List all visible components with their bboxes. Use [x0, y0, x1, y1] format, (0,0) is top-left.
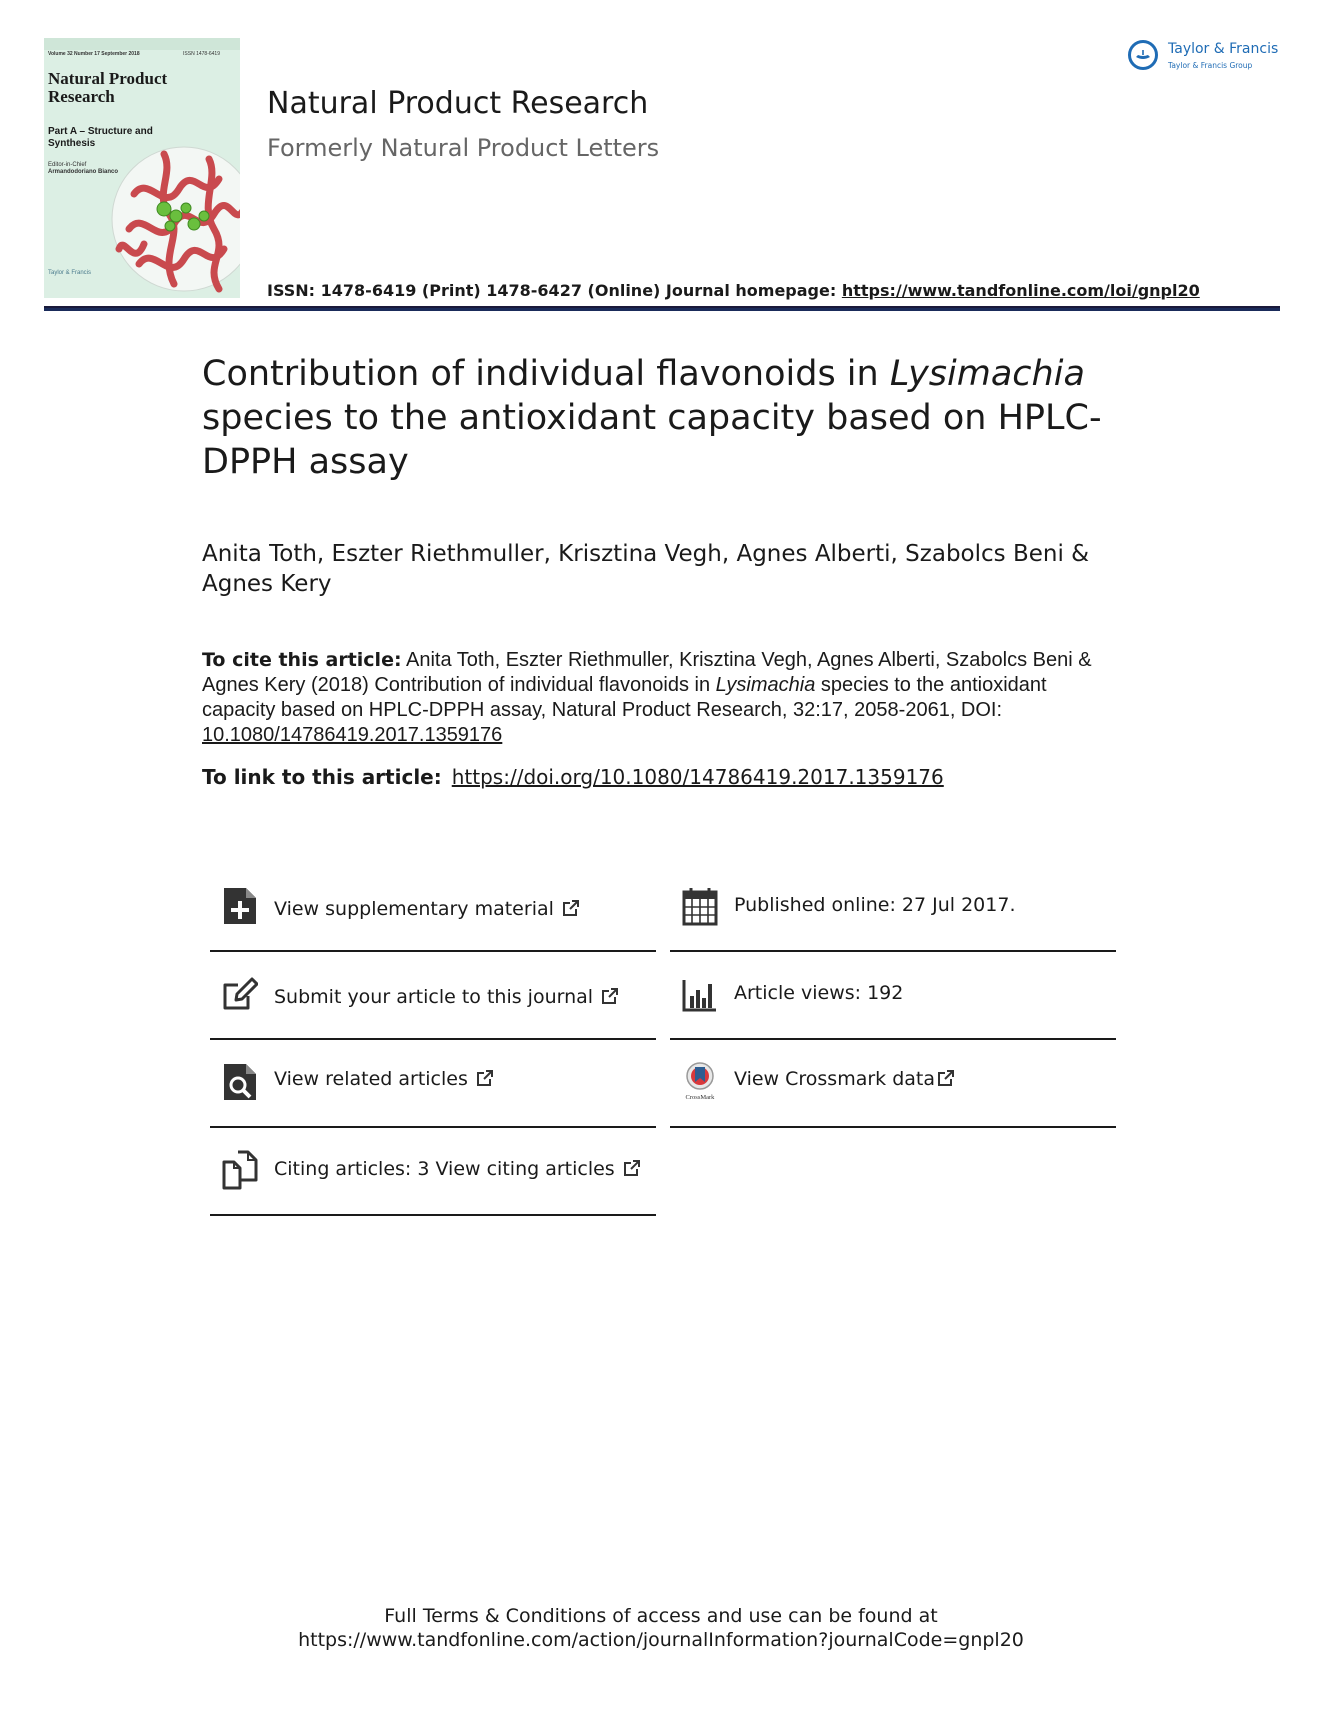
- supplementary-material-link[interactable]: [274, 898, 580, 920]
- article-title-italic: Lysimachia: [889, 354, 1085, 394]
- related-articles-cell[interactable]: [210, 1040, 656, 1128]
- crossmark-icon: [682, 1062, 718, 1102]
- article-link-line: [202, 765, 944, 789]
- citation-block: [202, 648, 1122, 748]
- taylor-francis-logo[interactable]: [1128, 38, 1288, 78]
- citation-text-part1: Anita Toth, Eszter Riethmuller, Krisztina Vegh, Agnes Alberti, Szabolcs Beni & Agnes Kery (2018) Contribution of individual flavonoids in: [202, 649, 1092, 696]
- external-link-icon: [562, 899, 580, 917]
- cover-issn: ISSN 1478-6419: [183, 51, 220, 57]
- submit-article-link[interactable]: [274, 986, 619, 1008]
- citation-label: To cite this article:: [202, 649, 402, 671]
- crossmark-link[interactable]: [734, 1068, 955, 1090]
- tf-logo-name: Taylor & Francis: [1168, 41, 1279, 57]
- file-plus-icon: [222, 886, 258, 926]
- article-doi-url[interactable]: https://doi.org/10.1080/14786419.2017.1359176: [451, 765, 944, 789]
- cover-publisher: Taylor & Francis: [48, 270, 92, 276]
- external-link-icon: [476, 1069, 494, 1087]
- submit-article-label: Submit your article to this journal: [274, 986, 594, 1008]
- external-link-icon: [601, 987, 619, 1005]
- lamp-icon: [1131, 43, 1155, 67]
- article-link-label: To link to this article:: [202, 765, 442, 789]
- protein-structure-image: [104, 134, 240, 298]
- cover-top-band: [44, 38, 240, 50]
- cover-editor-label: Editor-in-Chief: [48, 162, 87, 168]
- journal-title: Natural Product Research: [267, 86, 649, 121]
- article-views-cell: [670, 952, 1116, 1040]
- calendar-icon: [682, 886, 718, 926]
- supplementary-material-label: View supplementary material: [274, 898, 554, 920]
- tf-logo-icon: [1128, 40, 1158, 70]
- article-views-text: Article views: 192: [734, 982, 904, 1004]
- journal-homepage-link[interactable]: https://www.tandfonline.com/loi/gnpl20: [841, 281, 1200, 300]
- article-title: [202, 352, 1142, 484]
- header-divider-thick: [44, 308, 1280, 311]
- issn-line: [267, 281, 1200, 300]
- journal-subtitle: Formerly Natural Product Letters: [267, 134, 660, 162]
- crossmark-badge-text: CrossMark: [685, 1094, 715, 1101]
- search-document-icon: [222, 1062, 258, 1102]
- related-articles-link[interactable]: [274, 1068, 494, 1090]
- citing-articles-label: Citing articles: 3 View citing articles: [274, 1158, 615, 1180]
- external-link-icon: [937, 1069, 955, 1087]
- citation-text-part2: species to the antioxidant capacity based on HPLC-DPPH assay, Natural Product Research, 32:17, 2058-2061, DOI:: [202, 674, 1047, 721]
- citation-text-italic: Lysimachia: [715, 674, 816, 696]
- article-title-part2: species to the antioxidant capacity based on HPLC-DPPH assay: [202, 398, 1102, 482]
- published-online-text: Published online: 27 Jul 2017.: [734, 894, 1016, 916]
- journal-cover: [44, 38, 240, 298]
- submit-article-cell[interactable]: [210, 952, 656, 1040]
- issn-text: ISSN: 1478-6419 (Print) 1478-6427 (Online) Journal homepage:: [267, 281, 842, 300]
- citing-articles-link[interactable]: [274, 1158, 641, 1180]
- footer-terms-url[interactable]: https://www.tandfonline.com/action/journalInformation?journalCode=gnpl20: [298, 1629, 1024, 1651]
- cover-volume: Volume 32 Number 17 September 2018: [48, 51, 140, 57]
- footer-terms: [0, 1604, 1322, 1652]
- cover-subtitle: Part A – Structure and Synthesis: [48, 126, 153, 149]
- crossmark-label: View Crossmark data: [734, 1068, 936, 1090]
- citing-articles-cell[interactable]: [210, 1128, 656, 1216]
- article-title-part1: Contribution of individual flavonoids in: [202, 354, 890, 394]
- published-online-cell: [670, 864, 1116, 952]
- cover-editor-name: Armandodoriano Bianco: [48, 169, 119, 175]
- cover-title: Natural Product Research: [48, 69, 168, 106]
- related-articles-label: View related articles: [274, 1068, 468, 1090]
- article-authors: Anita Toth, Eszter Riethmuller, Krisztina Vegh, Agnes Alberti, Szabolcs Beni & Agnes Kery: [202, 541, 1090, 597]
- bar-chart-icon: [682, 974, 718, 1014]
- crossmark-cell[interactable]: [670, 1040, 1116, 1128]
- copy-documents-icon: [222, 1150, 258, 1190]
- tf-logo-group: Taylor & Francis Group: [1168, 61, 1253, 70]
- citation-doi-link[interactable]: 10.1080/14786419.2017.1359176: [202, 724, 503, 746]
- supplementary-material-cell[interactable]: [210, 864, 656, 952]
- external-link-icon: [623, 1159, 641, 1177]
- edit-icon: [222, 974, 258, 1014]
- footer-terms-line1: Full Terms & Conditions of access and use can be found at: [384, 1605, 938, 1627]
